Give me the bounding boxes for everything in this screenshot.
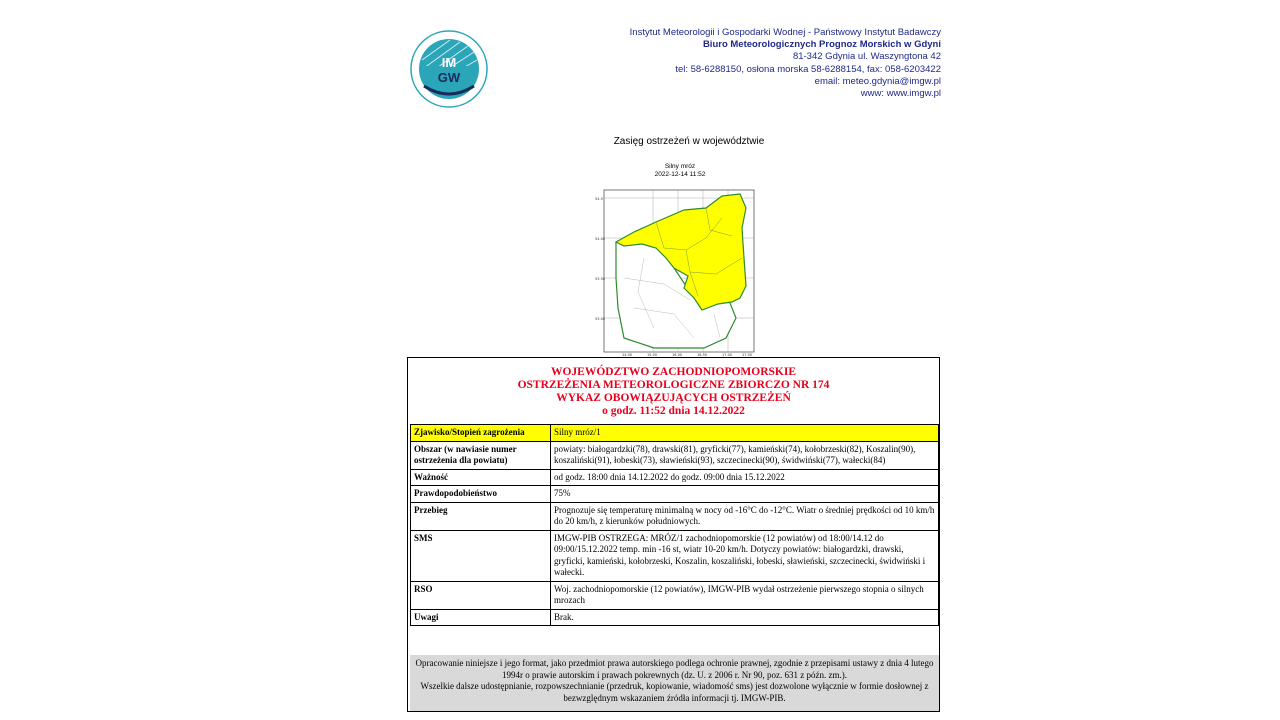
row-value: Silny mróz/1	[551, 425, 939, 442]
row-key: RSO	[411, 581, 551, 609]
logo-text-top: IM	[441, 55, 457, 70]
report-list-title: WYKAZ OBOWIĄZUJĄCYCH OSTRZEŻEŃ	[556, 392, 791, 404]
report-time: o godz. 11:52 dnia 14.12.2022	[602, 405, 745, 417]
warning-table	[410, 424, 939, 626]
table-row	[411, 441, 939, 469]
institute-header	[630, 27, 941, 100]
row-value: powiaty: białogardzki(78), drawski(81), gryficki(77), kamieński(74), kołobrzeski(82), Koszalin(90), koszaliński(91), łobeski(73), sławieński(93), szczecinecki(90), świdwiński(77), wałecki(84)	[551, 441, 939, 469]
report-number: OSTRZEŻENIA METEOROLOGICZNE ZBIORCZO NR 174	[517, 379, 830, 391]
table-row	[411, 502, 939, 530]
row-key: Przebieg	[411, 502, 551, 530]
table-row	[411, 486, 939, 503]
lon-label: 17.50	[742, 353, 753, 356]
report-region: WOJEWÓDZTWO ZACHODNIOPOMORSKIE	[550, 366, 797, 378]
lon-label: 17.00	[722, 353, 733, 356]
row-value: 75%	[551, 486, 939, 503]
imgw-logo-icon	[410, 30, 488, 108]
lon-label: 15.00	[647, 353, 658, 356]
institute-name: Instytut Meteorologii i Gospodarki Wodnej - Państwowy Instytut Badawczy	[629, 27, 941, 38]
map-title: Zasięg ostrzeżeń w województwie	[613, 136, 765, 147]
row-value: Brak.	[551, 609, 939, 626]
map-phenomenon: Silny mróz	[664, 163, 696, 170]
row-value: Woj. zachodniopomorskie (12 powiatów), IMGW-PIB wydał ostrzeżenie pierwszego stopnia o silnych mrozach	[551, 581, 939, 609]
row-key: Obszar (w nawiasie numer ostrzeżenia dla powiatu)	[411, 441, 551, 469]
table-row	[411, 425, 939, 442]
table-row	[411, 609, 939, 626]
logo-text-bottom: GW	[437, 70, 461, 85]
lon-label: 16.00	[672, 353, 683, 356]
website: www: www.imgw.pl	[860, 88, 941, 100]
lat-label: 53.00	[595, 317, 606, 321]
row-key: Zjawisko/Stopień zagrożenia	[411, 425, 551, 442]
lon-label: 16.50	[697, 353, 708, 356]
lat-label: 54.5	[595, 197, 603, 201]
report-heading	[408, 358, 939, 415]
warning-map-svg	[594, 188, 758, 356]
table-row	[411, 581, 939, 609]
row-value: IMGW-PIB OSTRZEGA: MRÓZ/1 zachodniopomorskie (12 powiatów) od 18:00/14.12 do 09:00/15.12.2022 temp. min -16 st, wiatr 10-20 km/h. Dotyczy powiatów: białogardzki, drawski, gryficki, kamieński, kołobrzeski, Koszalin, koszaliński, łobeski, sławieński, szczecinecki, świdwiński i wałecki.	[551, 530, 939, 581]
row-key: Prawdopodobieństwo	[411, 486, 551, 503]
lat-label: 54.00	[595, 237, 606, 241]
row-key: SMS	[411, 530, 551, 581]
lat-label: 53.50	[595, 277, 606, 281]
row-value: od godz. 18:00 dnia 14.12.2022 do godz. 09:00 dnia 15.12.2022	[551, 469, 939, 486]
email: email: meteo.gdynia@imgw.pl	[814, 75, 941, 87]
address: 81-342 Gdynia ul. Waszyngtona 42	[792, 51, 941, 63]
table-row	[411, 469, 939, 486]
copyright-text: Opracowanie niniejsze i jego format, jako przedmiot prawa autorskiego podlega ochronie prawnej, zgodnie z przepisami ustawy z dnia 4 lutego 1994r o prawie autorskim i prawach pokrewnych (dz. U. z 2006 r. Nr 90, poz. 631 z późn. zm.).	[415, 658, 934, 680]
distribution-text: Wszelkie dalsze udostępnianie, rozpowszechnianie (przedruk, kopiowanie, wiadomość sms) jest dozwolone wyłącznie w formie dosłownej z bezwzględnym wskazaniem źródła informacji tj. IMGW-PIB.	[420, 681, 929, 703]
phone: tel: 58-6288150, osłona morska 58-6288154, fax: 058-6203422	[675, 63, 941, 75]
row-key: Uwagi	[411, 609, 551, 626]
row-key: Ważność	[411, 469, 551, 486]
copyright-note	[410, 655, 939, 711]
lon-label: 14.00	[622, 353, 633, 356]
warning-report	[407, 357, 940, 712]
map-datetime: 2022-12-14 11:52	[654, 171, 706, 178]
warning-map	[594, 188, 758, 356]
imgw-logo	[410, 30, 488, 108]
office-name: Biuro Meteorologicznych Prognoz Morskich w Gdyni	[702, 39, 941, 51]
table-row	[411, 530, 939, 581]
row-value: Prognozuje się temperaturę minimalną w nocy od -16°C do -12°C. Wiatr o średniej prędkości od 10 km/h do 20 km/h, z kierunków południowych.	[551, 502, 939, 530]
